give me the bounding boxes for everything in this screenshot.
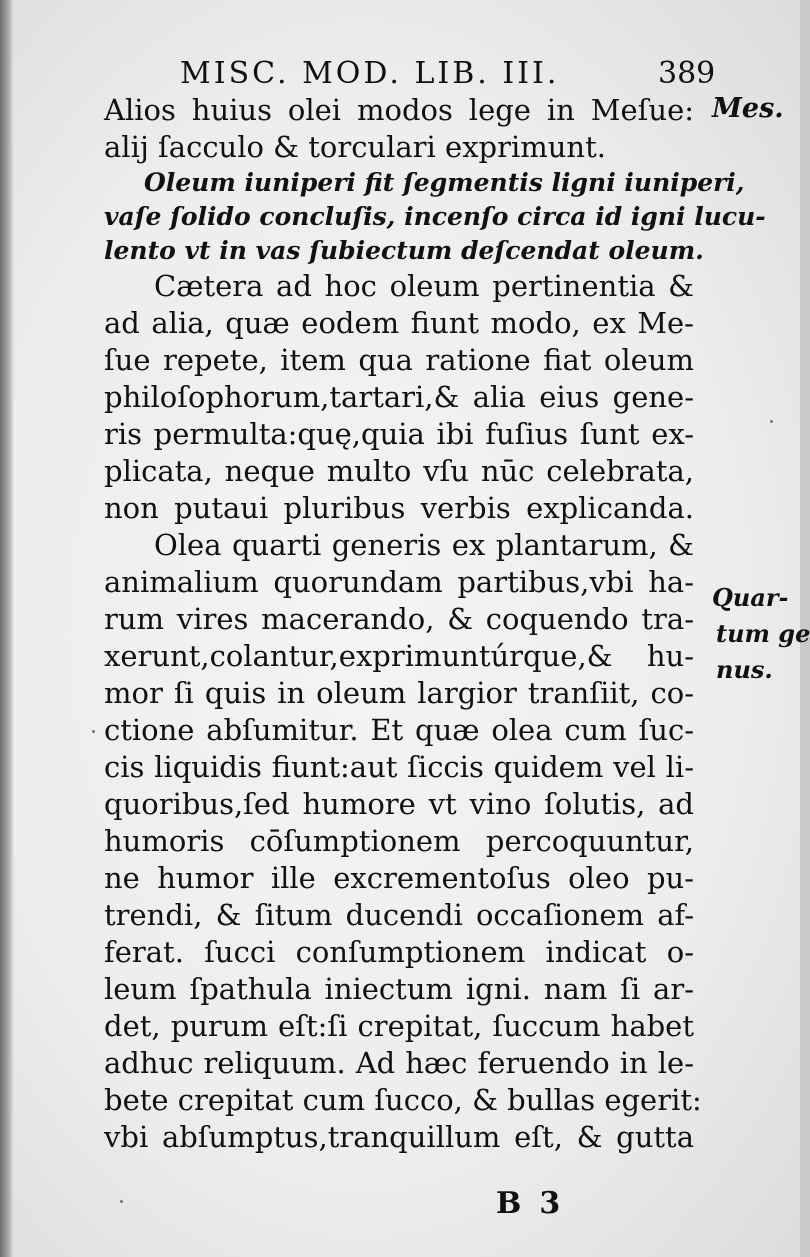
running-header <box>180 56 720 92</box>
page-gutter-shadow <box>0 0 14 1257</box>
signature-mark <box>496 1186 578 1221</box>
italic-text-line: lento vt in vas ſubiectum deſcendat oleum. <box>104 236 704 265</box>
text-line: det, purum eſt:ſi crepitat, ſuccum habet <box>104 1009 694 1043</box>
text-line: ne humor ille excrementoſus oleo pu- <box>104 861 694 895</box>
text-line: Cætera ad hoc oleum pertinentia & <box>154 269 694 303</box>
text-line: Olea quarti generis ex plantarum, & <box>154 528 694 562</box>
text-line: bete crepitat cum ſucco, & bullas egerit: <box>104 1083 702 1117</box>
text-line: vbi abſumptus,tranquillum eſt, & gutta <box>104 1120 694 1154</box>
italic-text-line: Oleum iuniperi fit ſegmentis ligni iuniperi, <box>144 168 745 197</box>
text-line: ctione abſumitur. Et quæ olea cum ſuc- <box>104 713 694 747</box>
text-line: ris permulta:quę,quia ibi fuſius ſunt ex- <box>104 417 694 451</box>
text-line: non putaui pluribus verbis explicanda. <box>104 491 694 525</box>
text-line: plicata, neque multo vſu nūc celebrata, <box>104 454 694 488</box>
text-line: Alios huius olei modos lege in Meſue: <box>104 93 694 127</box>
text-line: adhuc reliquum. Ad hæc feruendo in le- <box>104 1046 694 1080</box>
text-line: animalium quorundam partibus,vbi ha- <box>104 565 694 599</box>
margin-note-mes: Mes. <box>712 93 784 124</box>
text-line: xerunt,colantur,exprimuntúrque,& hu- <box>104 639 694 673</box>
margin-note-line: nus. <box>716 655 773 684</box>
text-line: humoris cōſumptionem percoquuntur, <box>104 824 694 858</box>
signature-number: 3 <box>539 1186 579 1221</box>
text-line: ſue repete, item qua ratione fiat oleum <box>104 343 694 377</box>
text-line: rum vires macerando, & coquendo tra- <box>104 602 694 636</box>
italic-text-line: vaſe ſolido concluſis, incenſo circa id igni lucu- <box>104 202 766 231</box>
page-number: 389 <box>658 56 716 91</box>
ink-speck <box>92 730 95 733</box>
text-line: quoribus,ſed humore vt vino ſolutis, ad <box>104 787 694 821</box>
margin-note-line: Quar- <box>712 583 789 612</box>
ink-speck <box>770 420 773 423</box>
margin-note-quartum-genus <box>712 580 810 688</box>
text-line: ferat. ſucci conſumptionem indicat o- <box>104 935 694 969</box>
text-line: cis liquidis fiunt:aut ſiccis quidem vel li- <box>104 750 694 784</box>
text-line: mor ſi quis in oleum largior tranſiit, co- <box>104 676 694 710</box>
running-title: MISC. MOD. LIB. III. <box>180 56 560 91</box>
text-line: leum ſpathula iniectum igni. nam ſi ar- <box>104 972 694 1006</box>
text-line: ad alia, quæ eodem fiunt modo, ex Me- <box>104 306 694 340</box>
text-line: philoſophorum,tartari,& alia eius gene- <box>104 380 694 414</box>
margin-note-line: tum ge <box>716 619 810 648</box>
text-line: trendi, & ſitum ducendi occaſionem af- <box>104 898 694 932</box>
ink-speck <box>120 1200 123 1203</box>
text-line: alij ſacculo & torculari exprimunt. <box>104 130 606 164</box>
signature-letter: B <box>496 1186 540 1221</box>
